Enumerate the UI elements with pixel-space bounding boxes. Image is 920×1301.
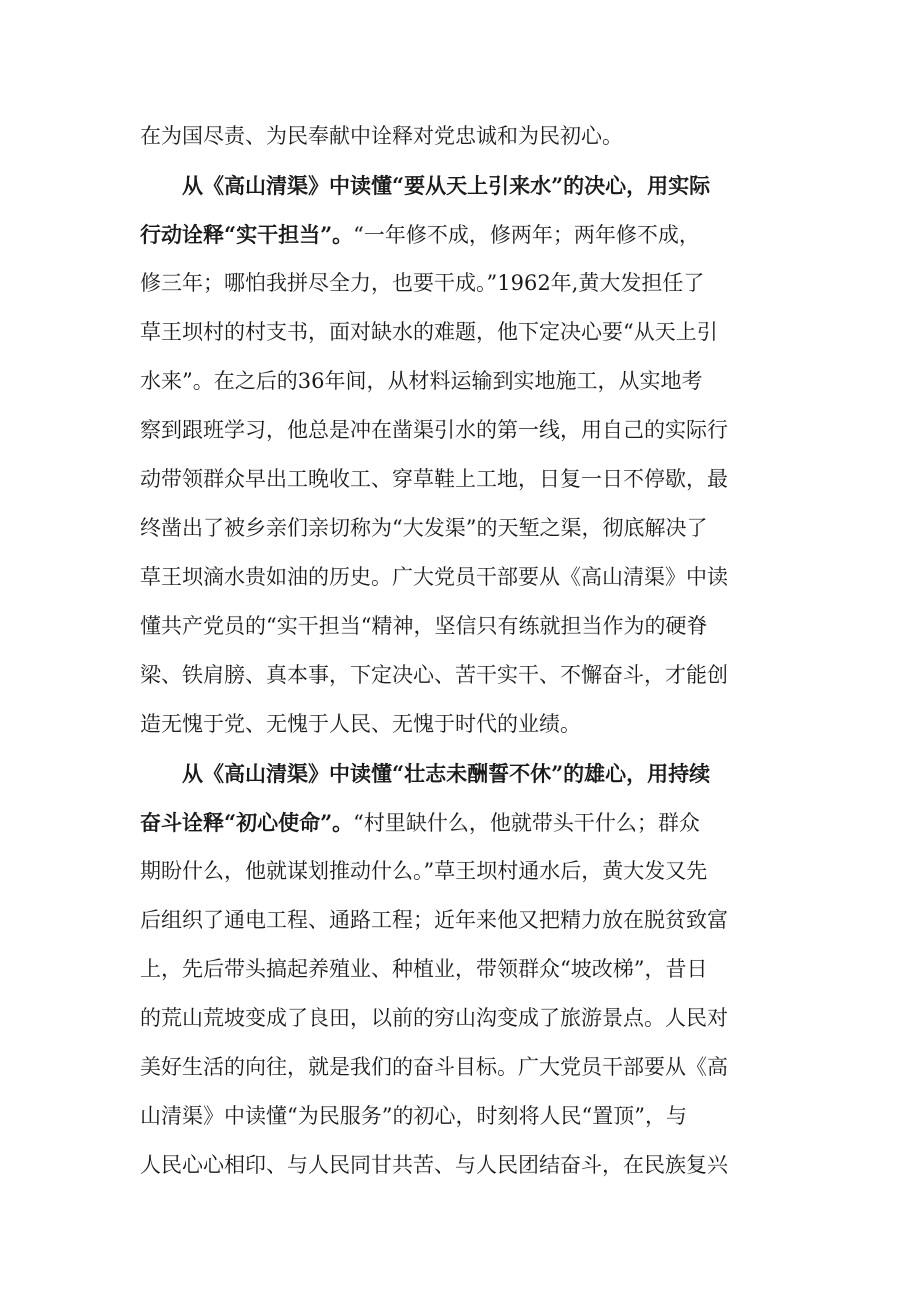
paragraph-heading-line bbox=[140, 161, 785, 210]
line-text: 的荒山荒坡变成了良田，以前的穷山沟变成了旅游景点。人民对 bbox=[140, 1006, 728, 1030]
text-line bbox=[140, 798, 785, 847]
line-text: 上，先后带头搞起养殖业、种植业，带领群众“坡改梯”，昔日 bbox=[140, 957, 708, 981]
line-text: 美好生活的向往，就是我们的奋斗目标。广大党员干部要从《高 bbox=[140, 1055, 728, 1079]
line-text: 懂共产党员的“实干担当“精神，坚信只有练就担当作为的硬脊 bbox=[140, 614, 708, 638]
text-line bbox=[140, 945, 785, 994]
text-line bbox=[140, 406, 785, 455]
line-text: 期盼什么，他就谋划推动什么。”草王坝村通水后，黄大发又先 bbox=[140, 859, 708, 883]
text-line bbox=[140, 700, 785, 749]
line-text: 后组织了通电工程、通路工程；近年来他又把精力放在脱贫致富 bbox=[140, 908, 728, 932]
line-text: 山清渠》中读懂“为民服务”的初心，时刻将人民“置顶”，与 bbox=[140, 1104, 687, 1128]
line-text: 水来”。在之后的36年间，从材料运输到实地施工，从实地考 bbox=[140, 369, 703, 393]
text-line bbox=[140, 1092, 785, 1141]
line-text: “村里缺什么，他就带头干什么；群众 bbox=[353, 811, 700, 835]
line-text: 造无愧于党、无愧于人民、无愧于时代的业绩。 bbox=[140, 712, 581, 736]
text-line bbox=[140, 210, 785, 259]
text-line bbox=[140, 259, 785, 308]
line-text: 草王坝滴水贵如油的历史。广大党员干部要从《高山清渠》中读 bbox=[140, 565, 728, 589]
line-text: 梁、铁肩膀、真本事，下定决心、苦干实干、不懈奋斗，才能创 bbox=[140, 663, 728, 687]
text-line bbox=[140, 553, 785, 602]
line-text: 在为国尽责、为民奉献中诠释对党忠诚和为民初心。 bbox=[140, 124, 623, 148]
line-text: 草王坝村的村支书，面对缺水的难题，他下定决心要“从天上引 bbox=[140, 320, 718, 344]
text-line bbox=[140, 994, 785, 1043]
text-line bbox=[140, 455, 785, 504]
body-text bbox=[140, 112, 785, 1190]
paragraph-heading: 行动诠释“实干担当”。 bbox=[140, 222, 354, 247]
paragraph-heading-line bbox=[140, 749, 785, 798]
text-line bbox=[140, 504, 785, 553]
paragraph-heading: 奋斗诠释“初心使命”。 bbox=[140, 810, 354, 835]
paragraph-heading: 从《高山清渠》中读懂“壮志未酬誓不休”的雄心，用持续 bbox=[182, 761, 711, 786]
line-text: 修三年；哪怕我拼尽全力，也要干成。”1962年,黄大发担任了 bbox=[140, 271, 705, 295]
text-line bbox=[140, 896, 785, 945]
line-text: “一年修不成，修两年；两年修不成， bbox=[353, 223, 700, 247]
text-line bbox=[140, 1141, 785, 1190]
text-line bbox=[140, 112, 785, 161]
line-text: 察到跟班学习，他总是冲在凿渠引水的第一线，用自己的实际行 bbox=[140, 418, 728, 442]
text-line bbox=[140, 357, 785, 406]
text-line bbox=[140, 1043, 785, 1092]
text-line bbox=[140, 602, 785, 651]
paragraph-heading: 从《高山清渠》中读懂“要从天上引来水”的决心，用实际 bbox=[182, 173, 711, 198]
line-text: 人民心心相印、与人民同甘共苦、与人民团结奋斗，在民族复兴 bbox=[140, 1153, 728, 1177]
line-text: 终凿出了被乡亲们亲切称为“大发渠”的天堑之渠，彻底解决了 bbox=[140, 516, 708, 540]
text-line bbox=[140, 651, 785, 700]
text-line bbox=[140, 308, 785, 357]
line-text: 动带领群众早出工晚收工、穿草鞋上工地，日复一日不停歇，最 bbox=[140, 467, 728, 491]
text-line bbox=[140, 847, 785, 896]
